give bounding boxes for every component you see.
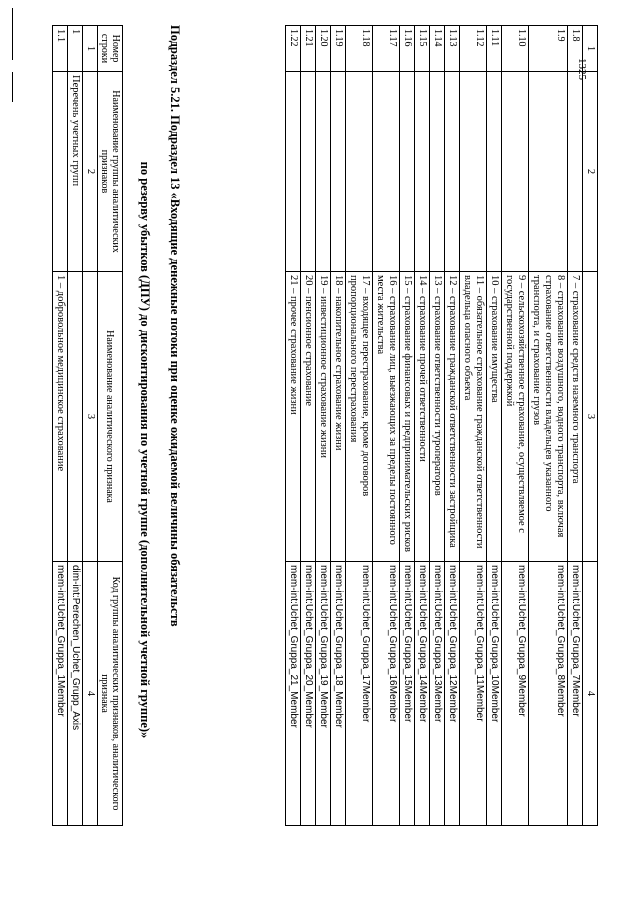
column-number-1: 1 bbox=[583, 26, 598, 72]
column-number-4: 4 bbox=[83, 562, 98, 826]
attribute-code: mem-int:Uchet_Gruppa_11Member bbox=[460, 562, 487, 826]
attribute-name: 20 – пенсионное страхование bbox=[301, 272, 316, 562]
table-row bbox=[460, 26, 487, 826]
table-row bbox=[316, 26, 331, 826]
attribute-code: mem-int:Uchet_Gruppa_12Member bbox=[445, 562, 460, 826]
row-number: 1 bbox=[68, 26, 83, 72]
rotated-document bbox=[8, 25, 628, 895]
row-number: 1.14 bbox=[430, 26, 445, 72]
attribute-code: dim-int:Perechen_Uchet_Grupp_Axis bbox=[68, 562, 83, 826]
table-row bbox=[502, 26, 529, 826]
group-name bbox=[400, 72, 415, 272]
inflows-table bbox=[52, 25, 123, 826]
row-number: 1.19 bbox=[331, 26, 346, 72]
attribute-name: 1 – добровольное медицинское страхование bbox=[53, 272, 68, 562]
table-row bbox=[568, 26, 583, 826]
table-header-numbers bbox=[583, 26, 598, 826]
row-number: 1.1 bbox=[53, 26, 68, 72]
attribute-name: 15 – страхование финансовых и предпринимательских рисков bbox=[400, 272, 415, 562]
attribute-name: 9 – сельскохозяйственное страхование, осуществляемое с государственной поддержкой bbox=[502, 272, 529, 562]
attribute-name: 11 – обязательное страхование гражданской ответственности владельца опасного объекта bbox=[460, 272, 487, 562]
group-name bbox=[568, 72, 583, 272]
heading-line-2: по резерву убытков (ДПУ) до дисконтирования по учетной группе (дополнительной учетной группе)» bbox=[138, 161, 152, 739]
attribute-name: 21 – прочее страхование жизни bbox=[286, 272, 301, 562]
subsection-heading bbox=[130, 25, 190, 875]
group-name bbox=[487, 72, 502, 272]
attribute-code: mem-int:Uchet_Gruppa_8Member bbox=[529, 562, 568, 826]
row-number: 1.15 bbox=[415, 26, 430, 72]
column-number-3: 3 bbox=[583, 272, 598, 562]
page-number: 1325 bbox=[576, 58, 588, 80]
group-name bbox=[430, 72, 445, 272]
column-number-4: 4 bbox=[583, 562, 598, 826]
attribute-name: 7 – страхование средств наземного транспорта bbox=[568, 272, 583, 562]
column-number-2: 2 bbox=[583, 72, 598, 272]
table-row bbox=[430, 26, 445, 826]
row-number: 1.18 bbox=[346, 26, 373, 72]
table-row bbox=[529, 26, 568, 826]
group-name bbox=[415, 72, 430, 272]
group-name bbox=[316, 72, 331, 272]
table-row bbox=[301, 26, 316, 826]
row-number: 1.11 bbox=[487, 26, 502, 72]
group-name bbox=[373, 72, 400, 272]
attribute-code: mem-int:Uchet_Gruppa_10Member bbox=[487, 562, 502, 826]
table-row bbox=[286, 26, 301, 826]
row-number: 1.21 bbox=[301, 26, 316, 72]
attribute-name: 14 – страхование прочей ответственности bbox=[415, 272, 430, 562]
attribute-code: mem-int:Uchet_Gruppa_18_Member bbox=[331, 562, 346, 826]
header-row-number: Номер строки bbox=[98, 26, 123, 72]
group-name bbox=[53, 72, 68, 272]
table-row bbox=[68, 26, 83, 826]
table-row bbox=[400, 26, 415, 826]
attribute-code: mem-int:Uchet_Gruppa_1Member bbox=[53, 562, 68, 826]
attribute-code: mem-int:Uchet_Gruppa_14Member bbox=[415, 562, 430, 826]
group-name bbox=[460, 72, 487, 272]
heading-line-1: Подраздел 5.21. Подраздел 13 «Входящие денежные потоки при оценке ожидаемой величины обязательств bbox=[168, 25, 182, 627]
group-name bbox=[286, 72, 301, 272]
table-header-numbers bbox=[83, 26, 98, 826]
group-name bbox=[529, 72, 568, 272]
header-attribute-name: Наименование аналитического признака bbox=[98, 272, 123, 562]
attribute-code: mem-int:Uchet_Gruppa_20_Member bbox=[301, 562, 316, 826]
row-number: 1.10 bbox=[502, 26, 529, 72]
group-name bbox=[346, 72, 373, 272]
attribute-code: mem-int:Uchet_Gruppa_13Member bbox=[430, 562, 445, 826]
group-name bbox=[502, 72, 529, 272]
group-name: Перечень учетных групп bbox=[68, 72, 83, 272]
attribute-name: 19 – инвестиционное страхование жизни bbox=[316, 272, 331, 562]
attribute-code: mem-int:Uchet_Gruppa_16Member bbox=[373, 562, 400, 826]
attribute-name: 12 – страхование гражданской ответственности застройщика bbox=[445, 272, 460, 562]
row-number: 1.9 bbox=[529, 26, 568, 72]
column-number-2: 2 bbox=[83, 72, 98, 272]
row-number: 1.20 bbox=[316, 26, 331, 72]
attribute-name bbox=[68, 272, 83, 562]
attribute-code: mem-int:Uchet_Gruppa_19_Member bbox=[316, 562, 331, 826]
table-row bbox=[373, 26, 400, 826]
group-name bbox=[301, 72, 316, 272]
row-number: 1.17 bbox=[373, 26, 400, 72]
header-group-name: Наименование группы аналитических признаков bbox=[98, 72, 123, 272]
attribute-name: 16 – страхование лиц, выезжающих за пределы постоянного места жительства bbox=[373, 272, 400, 562]
row-number: 1.12 bbox=[460, 26, 487, 72]
table-row bbox=[331, 26, 346, 826]
header-code: Код группы аналитических признаков, аналитического признака bbox=[98, 562, 123, 826]
table-row bbox=[346, 26, 373, 826]
group-name bbox=[331, 72, 346, 272]
insurance-groups-table-continued bbox=[285, 25, 598, 826]
row-number: 1.8 bbox=[568, 26, 583, 72]
attribute-name: 13 – страхование ответственности туроператоров bbox=[430, 272, 445, 562]
attribute-code: mem-int:Uchet_Gruppa_17Member bbox=[346, 562, 373, 826]
attribute-code: mem-int:Uchet_Gruppa_7Member bbox=[568, 562, 583, 826]
attribute-name: 18 – накопительное страхование жизни bbox=[331, 272, 346, 562]
attribute-code: mem-int:Uchet_Gruppa_21_Member bbox=[286, 562, 301, 826]
attribute-name: 10 – страхование имущества bbox=[487, 272, 502, 562]
attribute-code: mem-int:Uchet_Gruppa_9Member bbox=[502, 562, 529, 826]
table-row bbox=[53, 26, 68, 826]
column-number-1: 1 bbox=[83, 26, 98, 72]
table-row bbox=[445, 26, 460, 826]
table-header bbox=[98, 26, 123, 826]
row-number: 1.22 bbox=[286, 26, 301, 72]
attribute-name: 17 – входящее перестрахование, кроме договоров пропорционального перестрахования bbox=[346, 272, 373, 562]
attribute-code: mem-int:Uchet_Gruppa_15Member bbox=[400, 562, 415, 826]
attribute-name: 8 – страхование воздушного, водного транспорта, включая страхование ответственности владельцев указанного транспорта, и страхование грузов bbox=[529, 272, 568, 562]
group-name bbox=[445, 72, 460, 272]
column-number-3: 3 bbox=[83, 272, 98, 562]
table-row bbox=[487, 26, 502, 826]
table-row bbox=[415, 26, 430, 826]
row-number: 1.13 bbox=[445, 26, 460, 72]
row-number: 1.16 bbox=[400, 26, 415, 72]
